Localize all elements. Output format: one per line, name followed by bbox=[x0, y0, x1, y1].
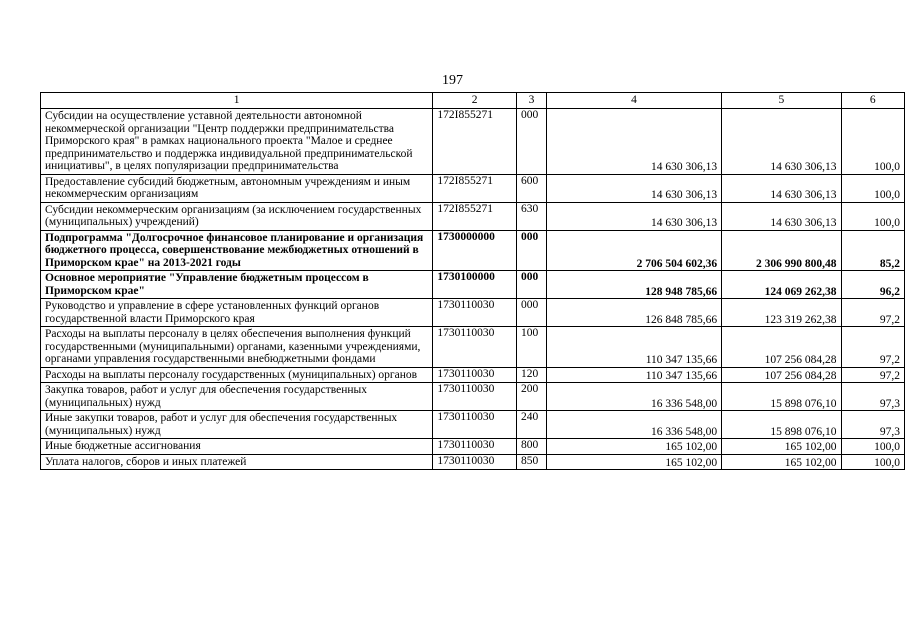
row-plan-cell: 110 347 135,66 bbox=[546, 327, 721, 368]
table-row bbox=[41, 439, 905, 455]
row-type-cell: 600 bbox=[517, 174, 547, 202]
row-fact-cell: 123 319 262,38 bbox=[722, 299, 841, 327]
row-percent-cell: 100,0 bbox=[841, 109, 904, 175]
row-type-cell: 240 bbox=[517, 411, 547, 439]
row-type-cell: 850 bbox=[517, 454, 547, 470]
row-name-cell: Предоставление субсидий бюджетным, автономным учреждениям и иным некоммерческим организациям bbox=[41, 174, 433, 202]
row-code-cell: 1730110030 bbox=[433, 383, 517, 411]
row-type-cell: 120 bbox=[517, 367, 547, 383]
table-row bbox=[41, 174, 905, 202]
row-type-cell: 000 bbox=[517, 109, 547, 175]
row-code-cell: 1730110030 bbox=[433, 439, 517, 455]
row-plan-cell: 128 948 785,66 bbox=[546, 271, 721, 299]
row-percent-cell: 85,2 bbox=[841, 230, 904, 271]
row-name-cell: Субсидии на осуществление уставной деятельности автономной некоммерческой организации "Центр поддержки предпринимательства Приморского края" в рамках национального проекта "Малое и среднее предпринимательство и поддержка индивидуальной предпринимательской инициативы", в целях популяризации предпринимательства bbox=[41, 109, 433, 175]
table-row bbox=[41, 411, 905, 439]
table-row bbox=[41, 271, 905, 299]
row-percent-cell: 96,2 bbox=[841, 271, 904, 299]
row-code-cell: 1730110030 bbox=[433, 299, 517, 327]
row-fact-cell: 15 898 076,10 bbox=[722, 411, 841, 439]
row-type-cell: 000 bbox=[517, 271, 547, 299]
row-fact-cell: 14 630 306,13 bbox=[722, 109, 841, 175]
row-plan-cell: 110 347 135,66 bbox=[546, 367, 721, 383]
page-number: 197 bbox=[442, 73, 463, 88]
row-code-cell: 1730110030 bbox=[433, 367, 517, 383]
row-name-cell: Субсидии некоммерческим организациям (за исключением государственных (муниципальных) учреждений) bbox=[41, 202, 433, 230]
row-name-cell: Подпрограмма "Долгосрочное финансовое планирование и организация бюджетного процесса, совершенствование межбюджетных отношений в Приморском крае" на 2013-2021 годы bbox=[41, 230, 433, 271]
row-plan-cell: 16 336 548,00 bbox=[546, 411, 721, 439]
row-fact-cell: 14 630 306,13 bbox=[722, 174, 841, 202]
row-code-cell: 1730000000 bbox=[433, 230, 517, 271]
header-cell-code: 2 bbox=[433, 93, 517, 109]
row-name-cell: Расходы на выплаты персоналу государственных (муниципальных) органов bbox=[41, 367, 433, 383]
row-plan-cell: 14 630 306,13 bbox=[546, 174, 721, 202]
table-row bbox=[41, 327, 905, 368]
row-percent-cell: 97,2 bbox=[841, 367, 904, 383]
row-fact-cell: 14 630 306,13 bbox=[722, 202, 841, 230]
header-cell-name: 1 bbox=[41, 93, 433, 109]
row-name-cell: Иные закупки товаров, работ и услуг для обеспечения государственных (муниципальных) нужд bbox=[41, 411, 433, 439]
row-name-cell: Основное мероприятие "Управление бюджетным процессом в Приморском крае" bbox=[41, 271, 433, 299]
row-code-cell: 1730110030 bbox=[433, 411, 517, 439]
table-row bbox=[41, 383, 905, 411]
table-row bbox=[41, 230, 905, 271]
row-code-cell: 172I855271 bbox=[433, 202, 517, 230]
row-fact-cell: 124 069 262,38 bbox=[722, 271, 841, 299]
row-percent-cell: 97,2 bbox=[841, 327, 904, 368]
header-cell-fact: 5 bbox=[722, 93, 841, 109]
row-code-cell: 172I855271 bbox=[433, 109, 517, 175]
table-row bbox=[41, 367, 905, 383]
row-percent-cell: 97,3 bbox=[841, 411, 904, 439]
row-percent-cell: 100,0 bbox=[841, 174, 904, 202]
table-body bbox=[41, 109, 905, 470]
row-type-cell: 800 bbox=[517, 439, 547, 455]
table-row bbox=[41, 454, 905, 470]
row-percent-cell: 100,0 bbox=[841, 202, 904, 230]
row-plan-cell: 126 848 785,66 bbox=[546, 299, 721, 327]
row-fact-cell: 107 256 084,28 bbox=[722, 367, 841, 383]
row-fact-cell: 165 102,00 bbox=[722, 454, 841, 470]
row-name-cell: Иные бюджетные ассигнования bbox=[41, 439, 433, 455]
row-plan-cell: 165 102,00 bbox=[546, 454, 721, 470]
table-row bbox=[41, 299, 905, 327]
row-code-cell: 172I855271 bbox=[433, 174, 517, 202]
row-fact-cell: 165 102,00 bbox=[722, 439, 841, 455]
row-percent-cell: 97,3 bbox=[841, 383, 904, 411]
row-type-cell: 630 bbox=[517, 202, 547, 230]
row-type-cell: 000 bbox=[517, 299, 547, 327]
header-cell-plan: 4 bbox=[546, 93, 721, 109]
row-plan-cell: 165 102,00 bbox=[546, 439, 721, 455]
header-cell-percent: 6 bbox=[841, 93, 904, 109]
row-fact-cell: 15 898 076,10 bbox=[722, 383, 841, 411]
row-plan-cell: 14 630 306,13 bbox=[546, 202, 721, 230]
row-fact-cell: 2 306 990 800,48 bbox=[722, 230, 841, 271]
row-percent-cell: 100,0 bbox=[841, 454, 904, 470]
row-percent-cell: 97,2 bbox=[841, 299, 904, 327]
row-name-cell: Уплата налогов, сборов и иных платежей bbox=[41, 454, 433, 470]
header-cell-type: 3 bbox=[517, 93, 547, 109]
row-plan-cell: 14 630 306,13 bbox=[546, 109, 721, 175]
row-plan-cell: 16 336 548,00 bbox=[546, 383, 721, 411]
row-code-cell: 1730110030 bbox=[433, 454, 517, 470]
row-fact-cell: 107 256 084,28 bbox=[722, 327, 841, 368]
row-type-cell: 200 bbox=[517, 383, 547, 411]
row-percent-cell: 100,0 bbox=[841, 439, 904, 455]
row-name-cell: Закупка товаров, работ и услуг для обеспечения государственных (муниципальных) нужд bbox=[41, 383, 433, 411]
row-code-cell: 1730100000 bbox=[433, 271, 517, 299]
table-row bbox=[41, 109, 905, 175]
row-plan-cell: 2 706 504 602,36 bbox=[546, 230, 721, 271]
budget-table bbox=[40, 92, 905, 470]
row-type-cell: 100 bbox=[517, 327, 547, 368]
row-type-cell: 000 bbox=[517, 230, 547, 271]
header-row bbox=[41, 93, 905, 109]
row-code-cell: 1730110030 bbox=[433, 327, 517, 368]
row-name-cell: Расходы на выплаты персоналу в целях обеспечения выполнения функций государственными (муниципальными) органами, казенными учреждениями, органами управления государственными внебюджетными фондами bbox=[41, 327, 433, 368]
table-row bbox=[41, 202, 905, 230]
row-name-cell: Руководство и управление в сфере установленных функций органов государственной власти Приморского края bbox=[41, 299, 433, 327]
